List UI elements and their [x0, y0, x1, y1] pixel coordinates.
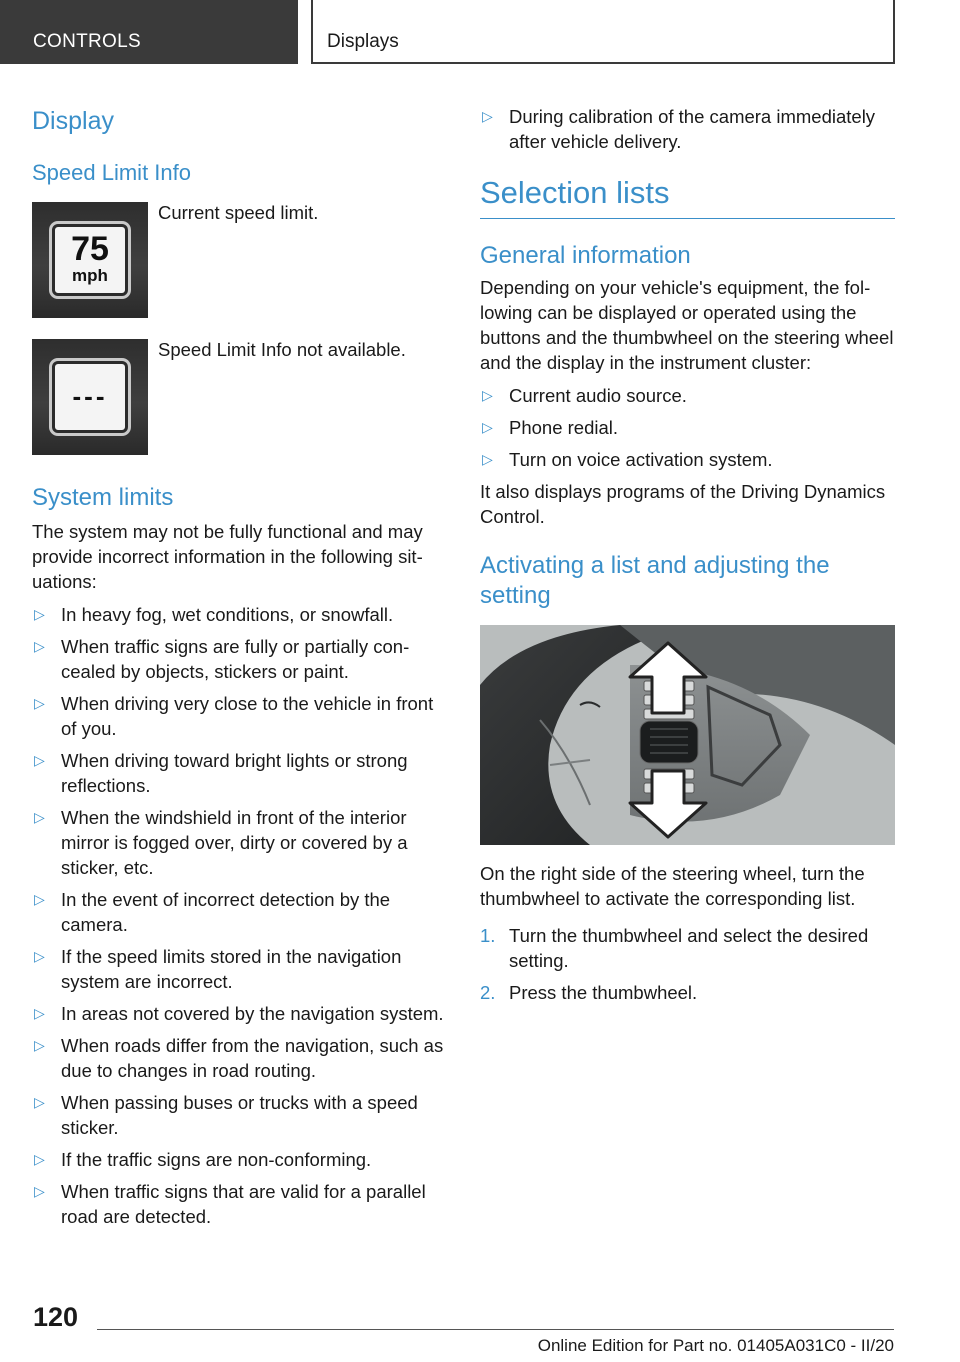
header-chapter-label: Displays: [327, 31, 399, 52]
list-item: ▷ If the speed limits stored in the navigation system are incorrect.: [34, 946, 402, 992]
speed-limit-number: 75: [71, 230, 109, 268]
list-item: 2. Press the thumbwheel.: [480, 982, 698, 1003]
header-chapter-tab: [311, 0, 895, 64]
activating-list-heading: Activating a list and adjusting the setting: [480, 552, 830, 609]
unavailable-symbol: ---: [72, 381, 108, 411]
triangle-bullet-icon: ▷: [34, 1005, 45, 1021]
speed-limit-unavailable-row: [32, 339, 447, 455]
triangle-bullet-icon: ▷: [34, 752, 45, 768]
triangle-bullet-icon: ▷: [34, 1151, 45, 1167]
system-limits-intro: The system may not be fully functional and may provide incorrect information in the following situations:: [32, 521, 423, 592]
list-item: ▷ Current audio source.: [482, 385, 687, 406]
list-item: ▷ In areas not covered by the navigation system.: [34, 1003, 444, 1024]
list-item: ▷ Phone redial.: [482, 417, 619, 438]
list-item: ▷ Turn on voice activation system.: [482, 449, 773, 470]
page-number: 120: [33, 1302, 79, 1332]
list-item: ▷ When passing buses or trucks with a speed sticker.: [34, 1092, 418, 1138]
list-item: ▷ When driving toward bright lights or strong reflections.: [34, 750, 408, 796]
step-number: 1.: [480, 925, 496, 946]
system-limits-list: [32, 602, 447, 1229]
triangle-bullet-icon: ▷: [34, 695, 45, 711]
system-limits-heading: System limits: [32, 484, 174, 511]
general-information-list: [480, 383, 895, 472]
triangle-bullet-icon: ▷: [34, 809, 45, 825]
triangle-bullet-icon: ▷: [482, 108, 493, 124]
speed-limit-unavailable-icon: [32, 339, 148, 455]
driving-dynamics-text: It also displays programs of the Driving Dynamics Control.: [480, 481, 886, 527]
triangle-bullet-icon: ▷: [34, 1037, 45, 1053]
selection-lists-heading: Selection lists: [480, 172, 895, 219]
list-item: ▷ When the windshield in front of the interior mirror is fogged over, dirty or covered by a sticker, etc.: [34, 807, 408, 878]
steering-wheel-thumbwheel-icon: [480, 625, 895, 845]
list-item: ▷ In the event of incorrect detection by the camera.: [34, 889, 391, 935]
speed-limit-row: [32, 202, 447, 318]
triangle-bullet-icon: ▷: [34, 606, 45, 622]
triangle-bullet-icon: ▷: [34, 638, 45, 654]
footer-divider: [97, 1329, 894, 1330]
general-information-heading: General information: [480, 242, 691, 269]
list-item: 1. Turn the thumbwheel and select the desired setting.: [480, 925, 869, 971]
display-heading: Display: [32, 107, 114, 135]
right-column: [480, 100, 895, 1012]
header-section-label: CONTROLS: [33, 31, 141, 52]
header-section-tab: [0, 0, 298, 64]
list-item: ▷ When traffic signs are fully or partially concealed by objects, stickers or paint.: [34, 636, 410, 682]
triangle-bullet-icon: ▷: [34, 948, 45, 964]
general-information-text: Depending on your vehicle's equipment, the following can be displayed or operated using the buttons and the thumbwheel on the steering wheel and the display in the instrument cluster:: [480, 277, 894, 373]
speed-limit-sign-icon: [32, 202, 148, 318]
triangle-bullet-icon: ▷: [482, 387, 493, 403]
speed-limit-unit: mph: [72, 266, 108, 285]
triangle-bullet-icon: ▷: [34, 891, 45, 907]
steps-list: [480, 923, 895, 1005]
step-number: 2.: [480, 982, 496, 1003]
triangle-bullet-icon: ▷: [482, 419, 493, 435]
wheel-caption: On the right side of the steering wheel, turn the thumbwheel to activate the corresponding list.: [480, 863, 865, 909]
list-item: ▷ If the traffic signs are non-conforming.: [34, 1149, 372, 1170]
triangle-bullet-icon: ▷: [482, 451, 493, 467]
footer-edition: Online Edition for Part no. 01405A031C0 - II/20: [537, 1336, 894, 1355]
steering-wheel-figure: [480, 625, 895, 845]
triangle-bullet-icon: ▷: [34, 1094, 45, 1110]
list-item: ▷ When driving very close to the vehicle in front of you.: [34, 693, 434, 739]
triangle-bullet-icon: ▷: [34, 1183, 45, 1199]
list-item: ▷ During calibration of the camera immediately after vehicle delivery.: [482, 106, 876, 152]
unavailable-text: Speed Limit Info not available.: [158, 339, 406, 360]
list-item: ▷ When traffic signs that are valid for a parallel road are detected.: [34, 1181, 426, 1227]
speed-limit-info-heading: Speed Limit Info: [32, 160, 191, 185]
current-speed-limit-text: Current speed limit.: [158, 202, 319, 223]
list-item: ▷ In heavy fog, wet conditions, or snowfall.: [34, 604, 394, 625]
list-item: ▷ When roads differ from the navigation, such as due to changes in road routing.: [34, 1035, 444, 1081]
left-column: [32, 100, 447, 1236]
